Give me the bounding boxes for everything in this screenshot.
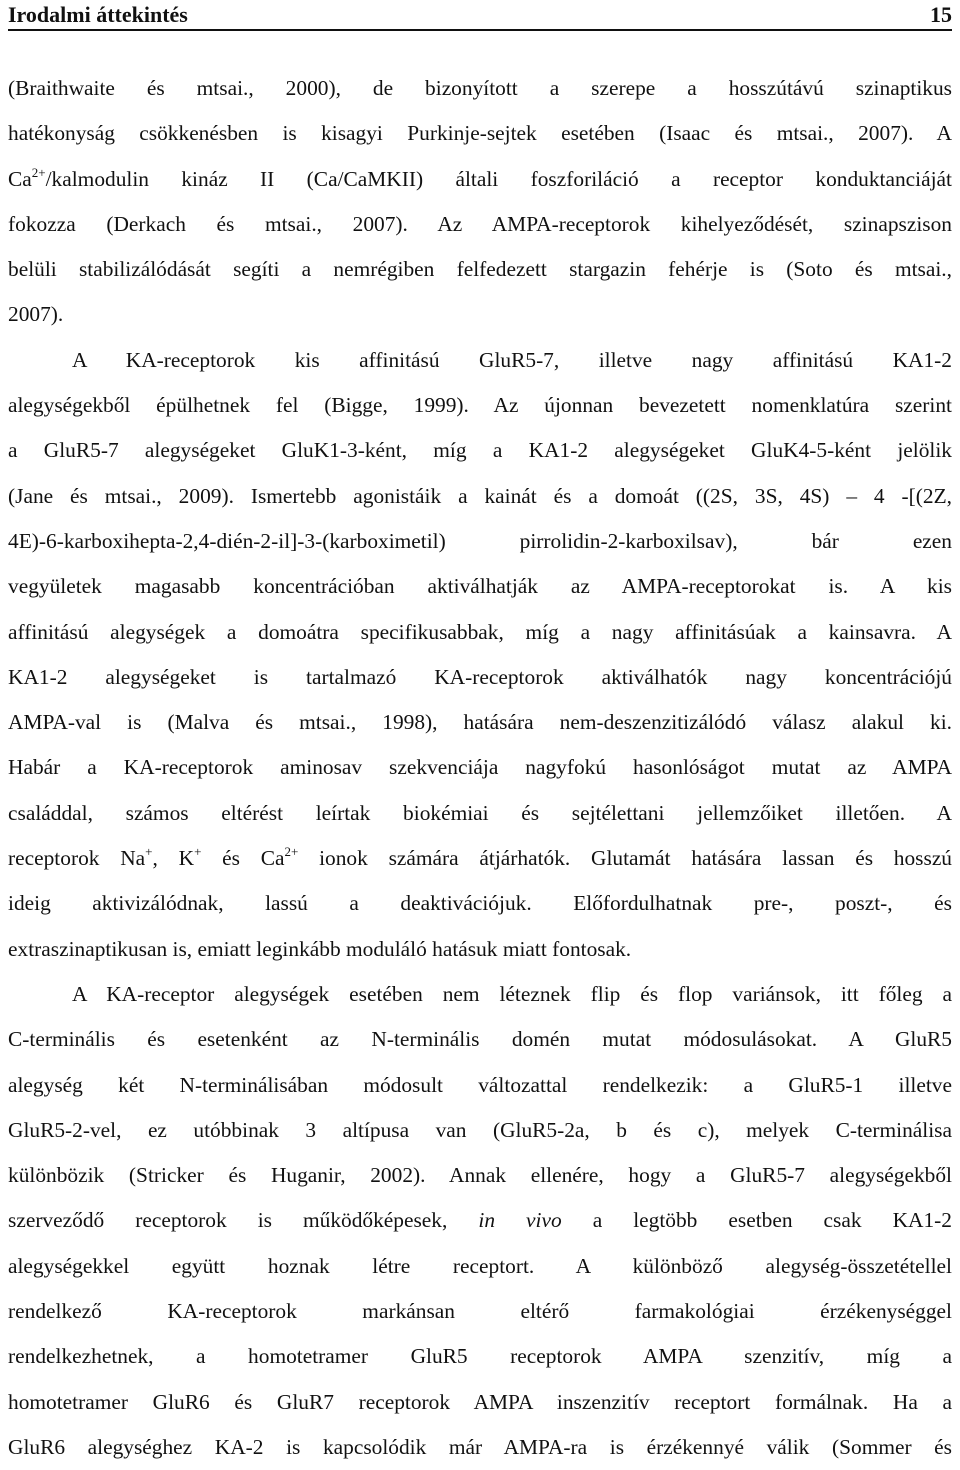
- text-line: vegyületek magasabb koncentrációban aktiválhatják az AMPA-receptorokat is. A kis: [8, 574, 952, 599]
- text-line: különbözik (Stricker és Huganir, 2002). Annak ellenére, hogy a GluR5-7 alegységekből: [8, 1163, 952, 1188]
- text-line: ideig aktivizálódnak, lassú a deaktivációjuk. Előfordulhatnak pre-, poszt-, és: [8, 891, 952, 916]
- text-line: családdal, számos eltérést leírtak biokémiai és sejtélettani jellemzőiket illetően. A: [8, 800, 952, 825]
- text-line: hatékonyság csökkenésben is kisagyi Purkinje-sejtek esetében (Isaac és mtsai., 2007). A: [8, 121, 952, 146]
- page-number: 15: [930, 2, 952, 27]
- header-rule: [8, 29, 952, 31]
- text-line: extraszinaptikusan is, emiatt leginkább moduláló hatásuk miatt fontosak.: [8, 936, 632, 961]
- text-line: alegységekkel együtt hoznak létre receptort. A különböző alegység-összetétellel: [8, 1253, 952, 1278]
- text-line: (Braithwaite és mtsai., 2000), de bizonyított a szerepe a hosszútávú szinaptikus: [8, 76, 952, 100]
- text-line: belüli stabilizálódását segíti a nemrégiben felfedezett stargazin fehérje is (Soto és mtsai.,: [8, 257, 952, 282]
- text-line: A KA-receptor alegységek esetében nem léteznek flip és flop variánsok, itt főleg a: [72, 981, 952, 1006]
- text-line: affinitású alegységek a domoátra specifikusabbak, míg a nagy affinitásúak a kainsavra. A: [8, 619, 952, 644]
- text-line: alegységekből épülhetnek fel (Bigge, 1999). Az újonnan bevezetett nomenklatúra szerint: [8, 393, 952, 418]
- body-text: [8, 66, 952, 1470]
- text-line: szerveződő receptorok is működőképesek, in vivo a legtöbb esetben csak KA1-2: [8, 1208, 952, 1233]
- text-line: homotetramer GluR6 és GluR7 receptorok AMPA inszenzitív receptort formálnak. Ha a: [8, 1389, 952, 1414]
- text-line: 2007).: [8, 302, 64, 327]
- text-line: KA1-2 alegységeket is tartalmazó KA-receptorok aktiválhatók nagy koncentrációjú: [8, 664, 952, 689]
- page-header: [8, 0, 952, 28]
- text-line: AMPA-val is (Malva és mtsai., 1998), hatására nem-deszenzitizálódó válasz alakul ki.: [8, 710, 952, 735]
- text-line: rendelkezhetnek, a homotetramer GluR5 receptorok AMPA szenzitív, míg a: [8, 1344, 952, 1369]
- text-line: 4E)-6-karboxihepta-2,4-dién-2-il]-3-(karboximetil) pirrolidin-2-karboxilsav), bár ezen: [8, 528, 952, 553]
- text-line: a GluR5-7 alegységeket GluK1-3-ként, míg a KA1-2 alegységeket GluK4-5-ként jelölik: [8, 438, 952, 463]
- text-line: receptorok Na+, K+ és $Ca^{2+}$ ionok számára átjárhatók. Glutamát hatására lassan és hosszú: [8, 844, 953, 871]
- text-line: alegység két N-terminálisában módosult változattal rendelkezik: a GluR5-1 illetve: [8, 1072, 952, 1097]
- text-line: rendelkező KA-receptorok markánsan eltérő farmakológiai érzékenységgel: [8, 1299, 952, 1324]
- text-line: GluR5-2-vel, ez utóbbinak 3 altípusa van (GluR5-2a, b és c), melyek C-terminálisa: [8, 1117, 952, 1142]
- text-line: A KA-receptorok kis affinitású GluR5-7, illetve nagy affinitású KA1-2: [72, 347, 952, 372]
- text-line: $Ca^{2+}$/kalmodulin kináz II (Ca/CaMKII) általi foszforiláció a receptor konduktanciáját: [8, 164, 952, 191]
- section-title: Irodalmi áttekintés: [8, 2, 188, 27]
- text-line: (Jane és mtsai., 2009). Ismertebb agonistáik a kainát és a domoát ((2S, 3S, 4S) – 4 -[(2Z,: [8, 483, 952, 508]
- text-line: Habár a KA-receptorok aminosav szekvenciája nagyfokú hasonlóságot mutat az AMPA: [8, 755, 952, 780]
- text-line: C-terminális és esetenként az N-terminális domén mutat módosulásokat. A GluR5: [8, 1027, 952, 1052]
- text-line: GluR6 alegységhez KA-2 is kapcsolódik már AMPA-ra is érzékennyé válik (Sommer és: [8, 1434, 952, 1459]
- text-line: fokozza (Derkach és mtsai., 2007). Az AMPA-receptorok kihelyeződését, szinapszison: [8, 211, 952, 236]
